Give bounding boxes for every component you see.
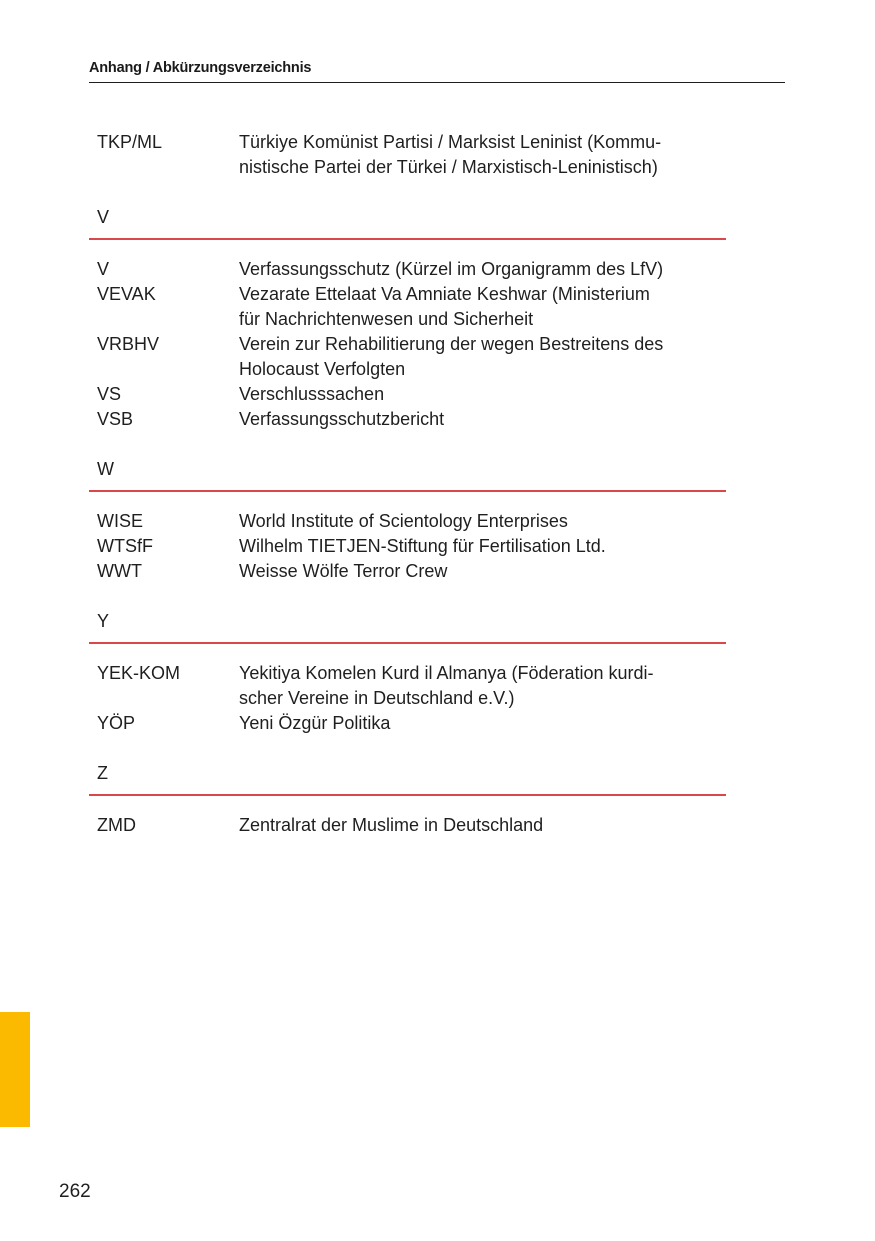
- section-letter-y: Y: [97, 611, 110, 631]
- list-item: [89, 661, 726, 711]
- abbreviation-description: World Institute of Scientology Enterprises: [239, 511, 568, 531]
- section-divider: [89, 490, 726, 492]
- abbreviation-description: Verfassungsschutz (Kürzel im Organigramm des LfV): [239, 259, 664, 279]
- chapter-tab-marker: [0, 1012, 30, 1127]
- abbreviation: WTSfF: [97, 536, 153, 556]
- abbreviation-description: Yeni Özgür Politika: [239, 713, 391, 733]
- abbreviation-description: Weisse Wölfe Terror Crew: [239, 561, 448, 581]
- abbreviation: TKP/ML: [97, 132, 163, 152]
- abbreviation: YEK-KOM: [97, 663, 181, 683]
- list-item: [89, 130, 726, 180]
- abbreviation: YÖP: [97, 713, 136, 733]
- abbreviation: WWT: [97, 561, 142, 581]
- list-item: [89, 407, 726, 432]
- list-item: [89, 711, 726, 736]
- abbreviation-description: Türkiye Komünist Partisi / Marksist Leninist (Kommu- nistische Partei der Türkei / Marxistisch-Leninistisch): [239, 132, 662, 177]
- abbreviation-list: [89, 130, 726, 838]
- section-divider: [89, 642, 726, 644]
- list-item: [89, 282, 726, 332]
- list-item: [89, 332, 726, 382]
- abbreviation: VEVAK: [97, 284, 156, 304]
- list-item: [89, 509, 726, 534]
- section-divider: [89, 794, 726, 796]
- abbreviation-description: Verfassungsschutzbericht: [239, 409, 445, 429]
- abbreviation-description: Wilhelm TIETJEN-Stiftung für Fertilisation Ltd.: [239, 536, 606, 556]
- list-item: [89, 534, 726, 559]
- abbreviation: WISE: [97, 511, 144, 531]
- list-item: [89, 559, 726, 584]
- abbreviation-description: Verschlusssachen: [239, 384, 385, 404]
- page-header-title: Anhang / Abkürzungsverzeichnis: [89, 60, 312, 76]
- section-letter-v: V: [97, 207, 110, 227]
- page-number: 262: [59, 1181, 91, 1202]
- section-divider: [89, 238, 726, 240]
- page-header: [89, 60, 785, 83]
- abbreviation: VSB: [97, 409, 134, 429]
- section-letter-z: Z: [97, 763, 108, 783]
- abbreviation: ZMD: [97, 815, 136, 835]
- abbreviation: VS: [97, 384, 122, 404]
- list-item: [89, 813, 726, 838]
- abbreviation-description: Zentralrat der Muslime in Deutschland: [239, 815, 544, 835]
- abbreviation-description: Vezarate Ettelaat Va Amniate Keshwar (Ministerium für Nachrichtenwesen und Sicherheit: [239, 284, 650, 329]
- list-item: [89, 382, 726, 407]
- abbreviation: VRBHV: [97, 334, 160, 354]
- abbreviation-description: Yekitiya Komelen Kurd il Almanya (Föderation kurdi- scher Vereine in Deutschland e.V.): [239, 663, 654, 708]
- list-item: [89, 257, 726, 282]
- abbreviation: V: [97, 259, 110, 279]
- section-letter-w: W: [97, 459, 114, 479]
- abbreviation-description: Verein zur Rehabilitierung der wegen Bestreitens des Holocaust Verfolgten: [239, 334, 664, 379]
